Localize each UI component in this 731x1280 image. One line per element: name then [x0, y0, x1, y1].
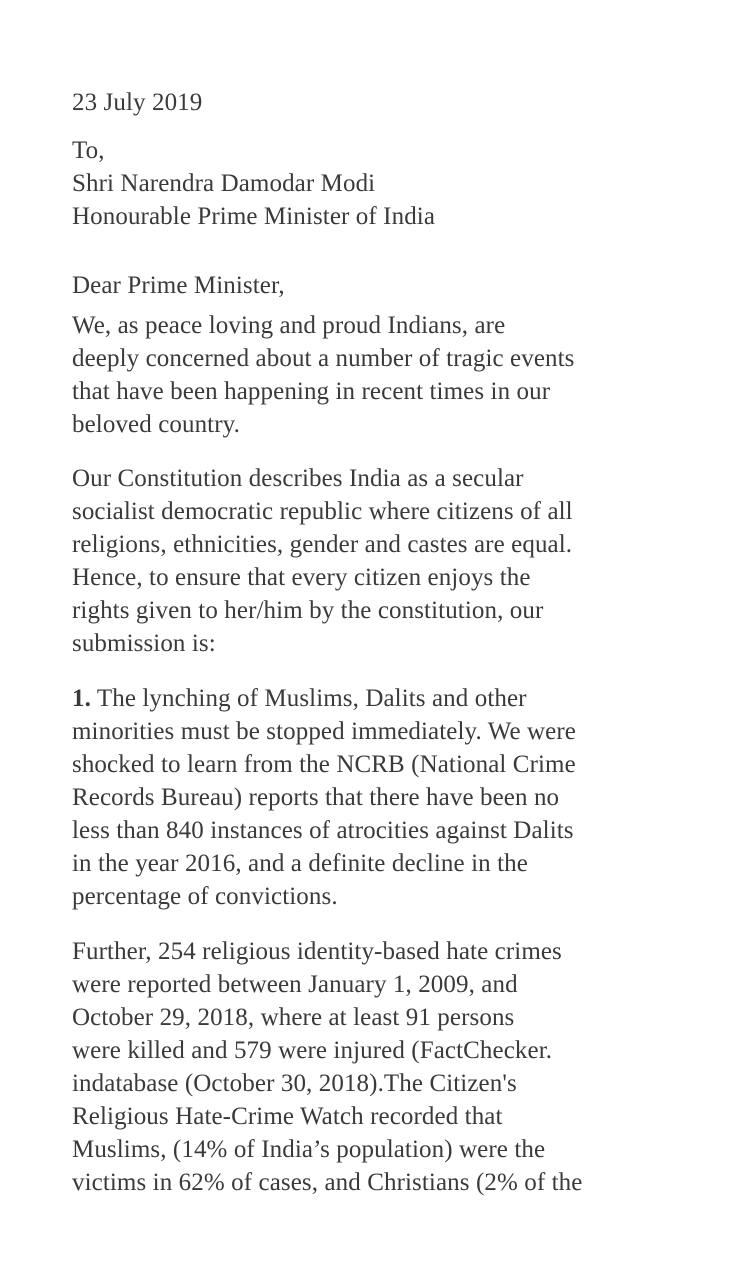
- paragraph-4-line: Muslims, (14% of India’s population) were the: [72, 1136, 546, 1163]
- paragraph-1-line: We, as peace loving and proud Indians, are: [72, 312, 506, 339]
- paragraph-4-line: indatabase (October 30, 2018).The Citizen's: [72, 1070, 517, 1097]
- paragraph-3-line: shocked to learn from the NCRB (National Crime: [72, 751, 576, 778]
- point-1-number: 1.: [72, 685, 91, 712]
- paragraph-4-line: Further, 254 religious identity-based hate crimes: [72, 938, 562, 965]
- paragraph-3-line: in the year 2016, and a definite decline in the: [72, 850, 528, 877]
- paragraph-3-line: The lynching of Muslims, Dalits and other: [96, 685, 527, 712]
- recipient-title: Honourable Prime Minister of India: [72, 203, 436, 230]
- paragraph-3-line: Records Bureau) reports that there have been no: [72, 784, 560, 811]
- paragraph-2-line: religions, ethnicities, gender and castes are equal.: [72, 531, 573, 558]
- paragraph-2-line: Our Constitution describes India as a secular: [72, 465, 524, 492]
- salutation-to: To,: [72, 137, 105, 164]
- point-1-first-line: [72, 682, 527, 715]
- paragraph-3-line: percentage of convictions.: [72, 883, 338, 910]
- greeting: Dear Prime Minister,: [72, 272, 285, 299]
- paragraph-3-line: minorities must be stopped immediately. We were: [72, 718, 576, 745]
- paragraph-2-line: Hence, to ensure that every citizen enjoys the: [72, 564, 531, 591]
- paragraph-4-line: October 29, 2018, where at least 91 persons: [72, 1004, 515, 1031]
- paragraph-2-line: socialist democratic republic where citizens of all: [72, 498, 573, 525]
- paragraph-3-line: less than 840 instances of atrocities against Dalits: [72, 817, 574, 844]
- letter-date: 23 July 2019: [72, 89, 203, 116]
- recipient-name: Shri Narendra Damodar Modi: [72, 170, 376, 197]
- paragraph-4-line: were killed and 579 were injured (FactChecker.: [72, 1037, 553, 1064]
- paragraph-1-line: deeply concerned about a number of tragic events: [72, 345, 575, 372]
- paragraph-2-line: rights given to her/him by the constitution, our: [72, 597, 544, 624]
- paragraph-1-line: that have been happening in recent times in our: [72, 378, 551, 405]
- paragraph-4-line: Religious Hate-Crime Watch recorded that: [72, 1103, 503, 1130]
- paragraph-4-line: victims in 62% of cases, and Christians (2% of the: [72, 1169, 583, 1196]
- paragraph-4-line: were reported between January 1, 2009, and: [72, 971, 518, 998]
- paragraph-2-line: submission is:: [72, 630, 216, 657]
- paragraph-1-line: beloved country.: [72, 411, 240, 438]
